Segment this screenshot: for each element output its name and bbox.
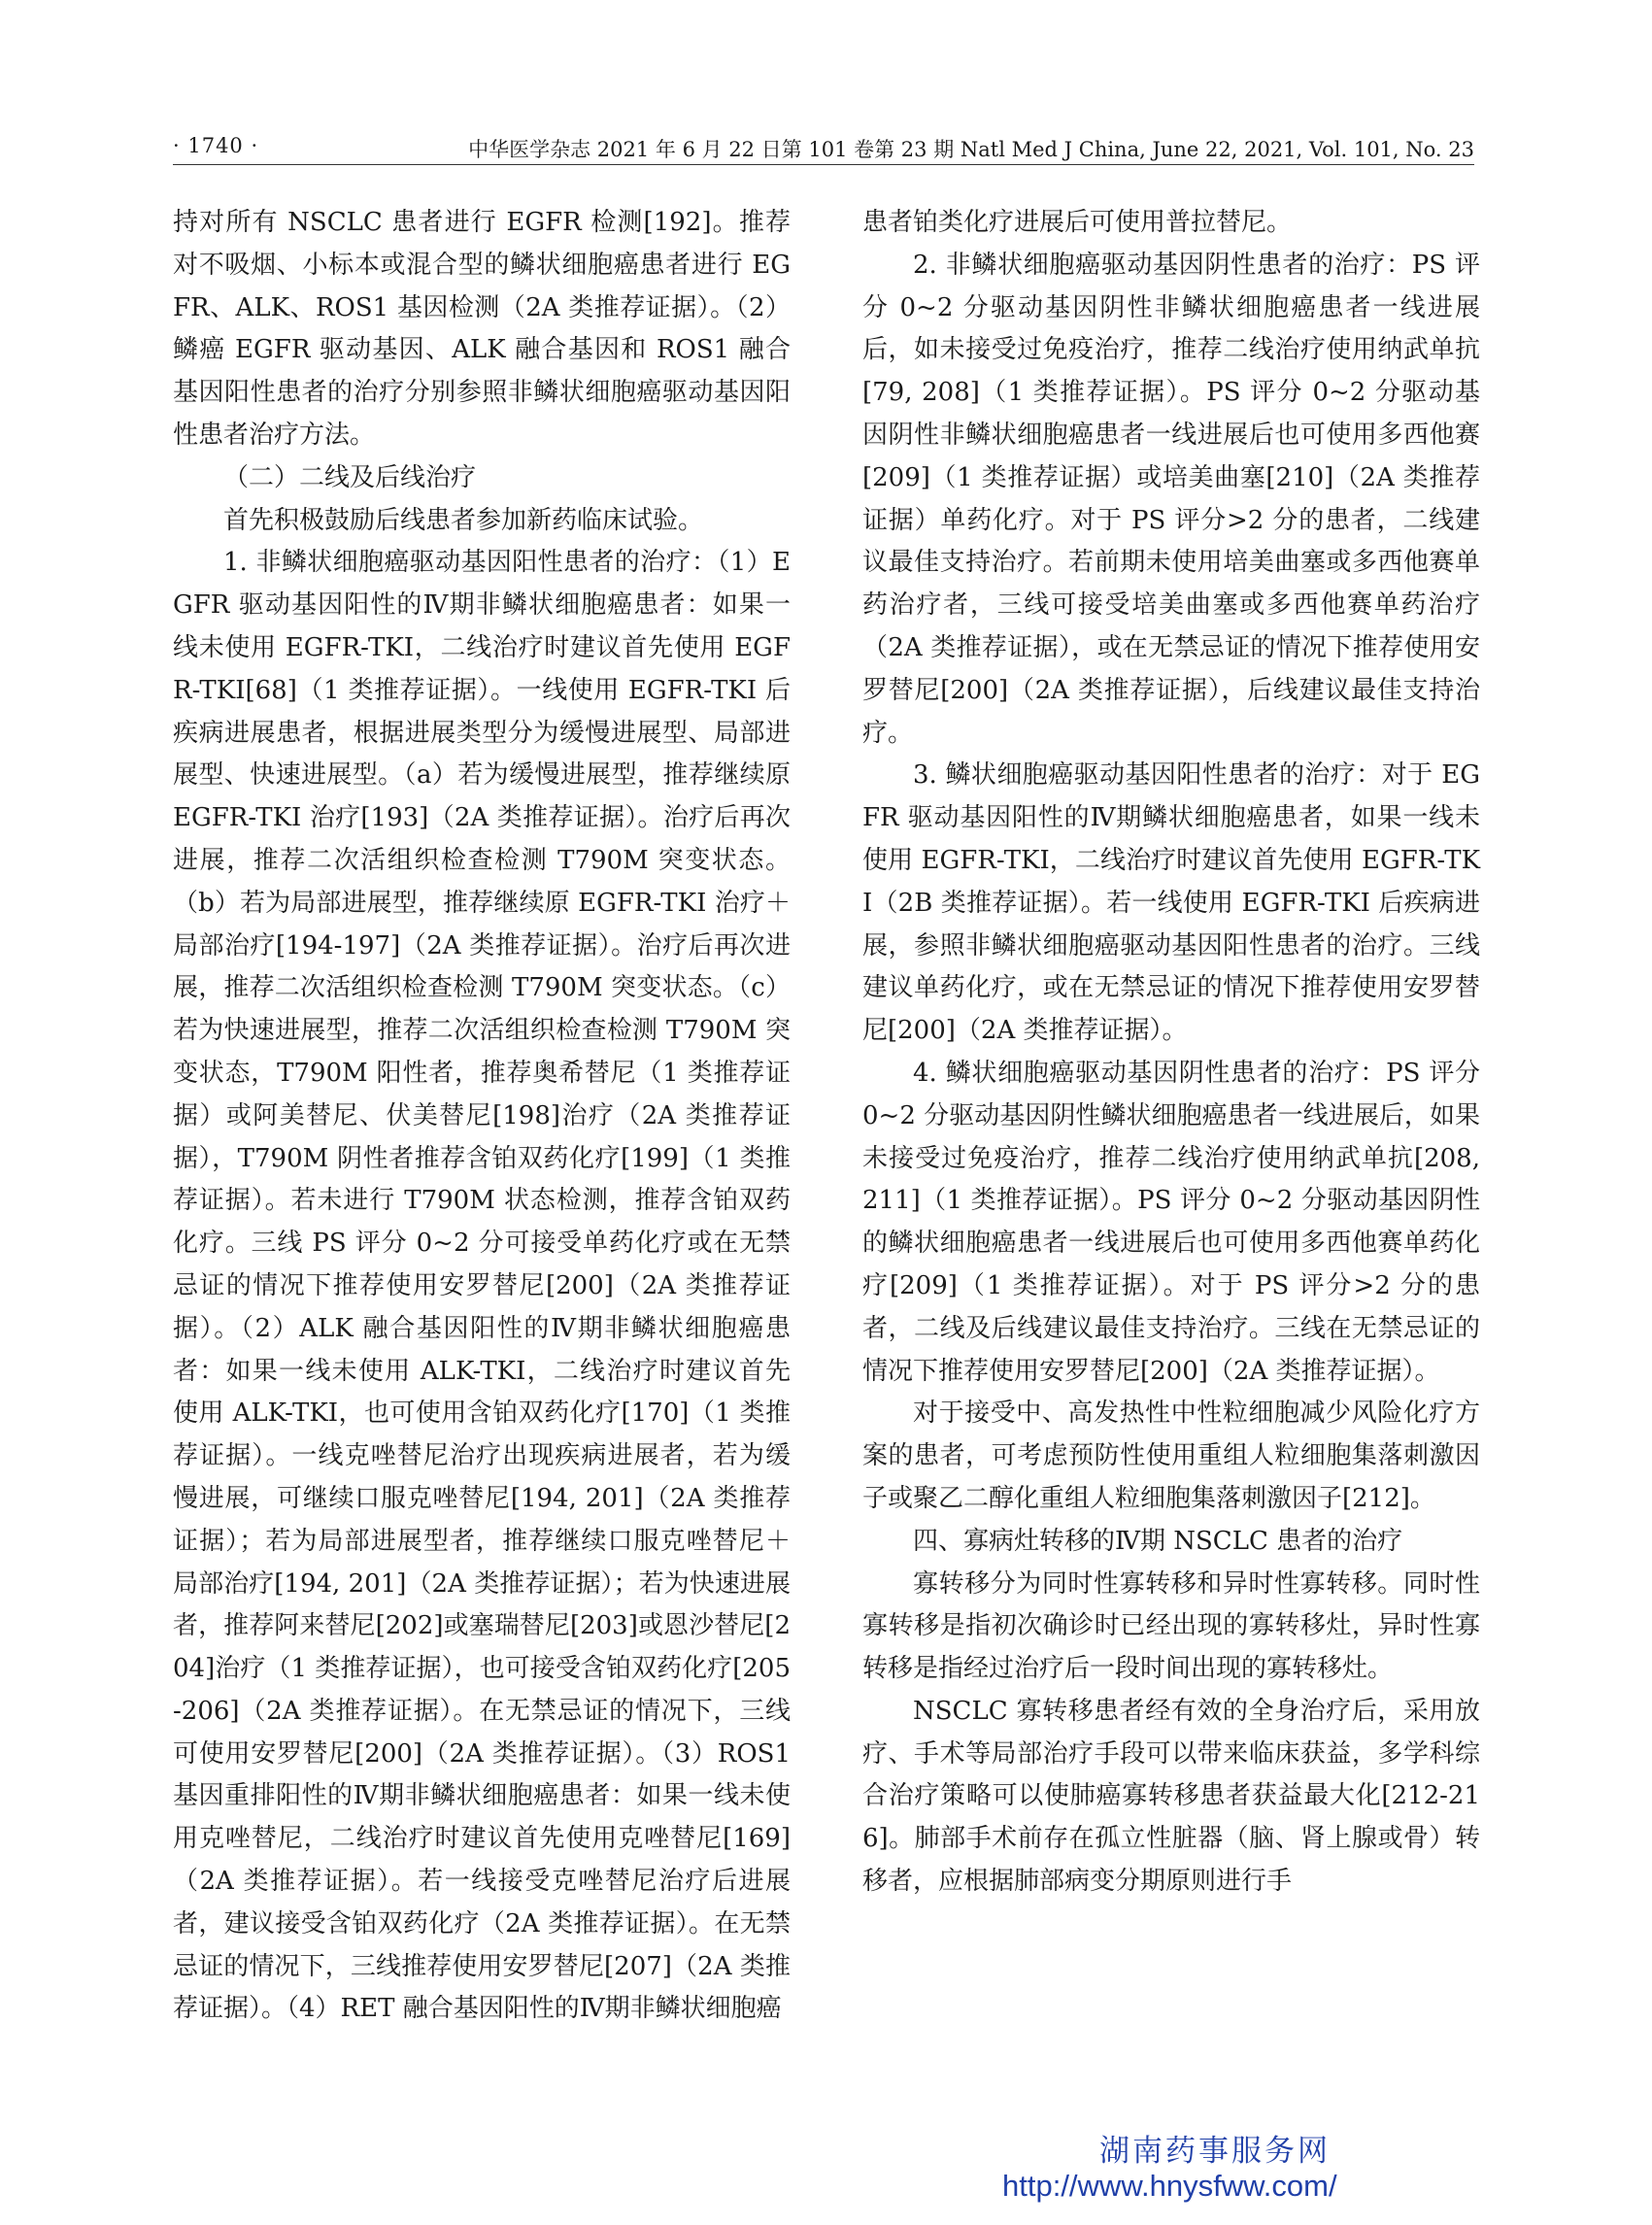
watermark-site-name: 湖南药事服务网 <box>1099 2134 1331 2169</box>
header-rule <box>173 164 1474 165</box>
paragraph: 患者铂类化疗进展后可使用普拉替尼。 <box>862 208 1293 237</box>
paragraph: 持对所有 NSCLC 患者进行 EGFR 检测[192]。推荐对不吸烟、小标本或混合型的鳞状细胞癌患者进行 EGFR、ALK、ROS1 基因检测（2A 类推荐证据）。（2）鳞癌 EGFR 驱动基因、ALK 融合基因和 ROS1 融合基因阳性患者的治疗分别参照非鳞状细胞癌驱动基因阳性患者治疗方法。 <box>173 208 791 450</box>
paragraph: NSCLC 寡转移患者经有效的全身治疗后，采用放疗、手术等局部治疗手段可以带来临床获益，多学科综合治疗策略可以使肺癌寡转移患者获益最大化[212-216]。肺部手术前存在孤立性脏器（脑、肾上腺或骨）转移者，应根据肺部病变分期原则进行手 <box>862 1696 1480 1897</box>
paragraph: 2. 非鳞状细胞癌驱动基因阴性患者的治疗：PS 评分 0~2 分驱动基因阴性非鳞状细胞癌患者一线进展后，如未接受过免疫治疗，推荐二线治疗使用纳武单抗[79, 208]（1 类推荐证据）。PS 评分 0~2 分驱动基因阴性非鳞状细胞癌患者一线进展后也可使用多西他赛[209]（1 类推荐证据）或培美曲塞[210]（2A 类推荐证据）单药化疗。对于 PS 评分>2 分的患者，二线建议最佳支持治疗。若前期未使用培美曲塞或多西他赛单药治疗者，三线可接受培美曲塞或多西他赛单药治疗（2A 类推荐证据），或在无禁忌证的情况下推荐使用安罗替尼[200]（2A 类推荐证据），后线建议最佳支持治疗。 <box>862 250 1480 748</box>
paragraph: 寡转移分为同时性寡转移和异时性寡转移。同时性寡转移是指初次确诊时已经出现的寡转移灶，异时性寡转移是指经过治疗后一段时间出现的寡转移灶。 <box>862 1568 1480 1684</box>
right-column <box>862 202 1480 1904</box>
watermark-url[interactable]: http://www.hnysfww.com/ <box>1002 2169 1337 2203</box>
watermark <box>1002 2132 1468 2206</box>
paragraph: 3. 鳞状细胞癌驱动基因阳性患者的治疗：对于 EGFR 驱动基因阳性的Ⅳ期鳞状细胞癌患者，如果一线未使用 EGFR-TKI，二线治疗时建议首先使用 EGFR-TKI（2B 类推荐证据）。若一线使用 EGFR-TKI 后疾病进展，参照非鳞状细胞癌驱动基因阳性患者的治疗。三线建议单药化疗，或在无禁忌证的情况下推荐使用安罗替尼[200]（2A 类推荐证据）。 <box>862 760 1480 1046</box>
paragraph: 首先积极鼓励后线患者参加新药临床试验。 <box>223 505 704 535</box>
journal-citation: 中华医学杂志 2021 年 6 月 22 日第 101 卷第 23 期 Natl Med J China, June 22, 2021, Vol. 101, No. 23 <box>468 138 1474 161</box>
section-heading: 四、寡病灶转移的Ⅳ期 NSCLC 患者的治疗 <box>913 1526 1403 1556</box>
left-column <box>173 202 791 2031</box>
paragraph: 对于接受中、高发热性中性粒细胞减少风险化疗方案的患者，可考虑预防性使用重组人粒细胞集落刺激因子或聚乙二醇化重组人粒细胞集落刺激因子[212]。 <box>862 1399 1480 1513</box>
paragraph: 4. 鳞状细胞癌驱动基因阴性患者的治疗：PS 评分 0~2 分驱动基因阴性鳞状细胞癌患者一线进展后，如果未接受过免疫治疗，推荐二线治疗使用纳武单抗[208, 211]（1 类推荐证据）。PS 评分 0~2 分驱动基因阴性的鳞状细胞癌患者一线进展后也可使用多西他赛单药化疗[209]（1 类推荐证据）。对于 PS 评分>2 分的患者，二线及后线建议最佳支持治疗。三线在无禁忌证的情况下推荐使用安罗替尼[200]（2A 类推荐证据）。 <box>862 1058 1480 1386</box>
page-number: · 1740 · <box>173 134 259 157</box>
paragraph: 1. 非鳞状细胞癌驱动基因阳性患者的治疗：（1）EGFR 驱动基因阳性的Ⅳ期非鳞状细胞癌患者：如果一线未使用 EGFR-TKI，二线治疗时建议首先使用 EGFR-TKI[68]（1 类推荐证据）。一线使用 EGFR-TKI 后疾病进展患者，根据进展类型分为缓慢进展型、局部进展型、快速进展型。（a）若为缓慢进展型，推荐继续原 EGFR-TKI 治疗[193]（2A 类推荐证据）。治疗后再次进展，推荐二次活组织检查检测 T790M 突变状态。（b）若为局部进展型，推荐继续原 EGFR-TKI 治疗＋局部治疗[194-197]（2A 类推荐证据）。治疗后再次进展，推荐二次活组织检查检测 T790M 突变状态。（c）若为快速进展型，推荐二次活组织检查检测 T790M 突变状态，T790M 阳性者，推荐奥希替尼（1 类推荐证据）或阿美替尼、伏美替尼[198]治疗（2A 类推荐证据），T790M 阴性者推荐含铂双药化疗[199]（1 类推荐证据）。若未进行 T790M 状态检测，推荐含铂双药化疗。三线 PS 评分 0~2 分可接受单药化疗或在无禁忌证的情况下推荐使用安罗替尼[200]（2A 类推荐证据）。（2）ALK 融合基因阳性的Ⅳ期非鳞状细胞癌患者：如果一线未使用 ALK-TKI，二线治疗时建议首先使用 ALK-TKI，也可使用含铂双药化疗[170]（1 类推荐证据）。一线克唑替尼治疗出现疾病进展者，若为缓慢进展，可继续口服克唑替尼[194, 201]（2A 类推荐证据）；若为局部进展型者，推荐继续口服克唑替尼＋局部治疗[194, 201]（2A 类推荐证据）；若为快速进展者，推荐阿来替尼[202]或塞瑞替尼[203]或恩沙替尼[204]治疗（1 类推荐证据），也可接受含铂双药化疗[205-206]（2A 类推荐证据）。在无禁忌证的情况下，三线可使用安罗替尼[200]（2A 类推荐证据）。（3）ROS1 基因重排阳性的Ⅳ期非鳞状细胞癌患者：如果一线未使用克唑替尼，二线治疗时建议首先使用克唑替尼[169]（2A 类推荐证据）。若一线接受克唑替尼治疗后进展者，建议接受含铂双药化疗（2A 类推荐证据）。在无禁忌证的情况下，三线推荐使用安罗替尼[207]（2A 类推荐证据）。（4）RET 融合基因阳性的Ⅳ期非鳞状细胞癌 <box>173 548 791 2024</box>
page-header <box>173 134 1474 165</box>
section-heading: （二）二线及后线治疗 <box>223 462 477 492</box>
